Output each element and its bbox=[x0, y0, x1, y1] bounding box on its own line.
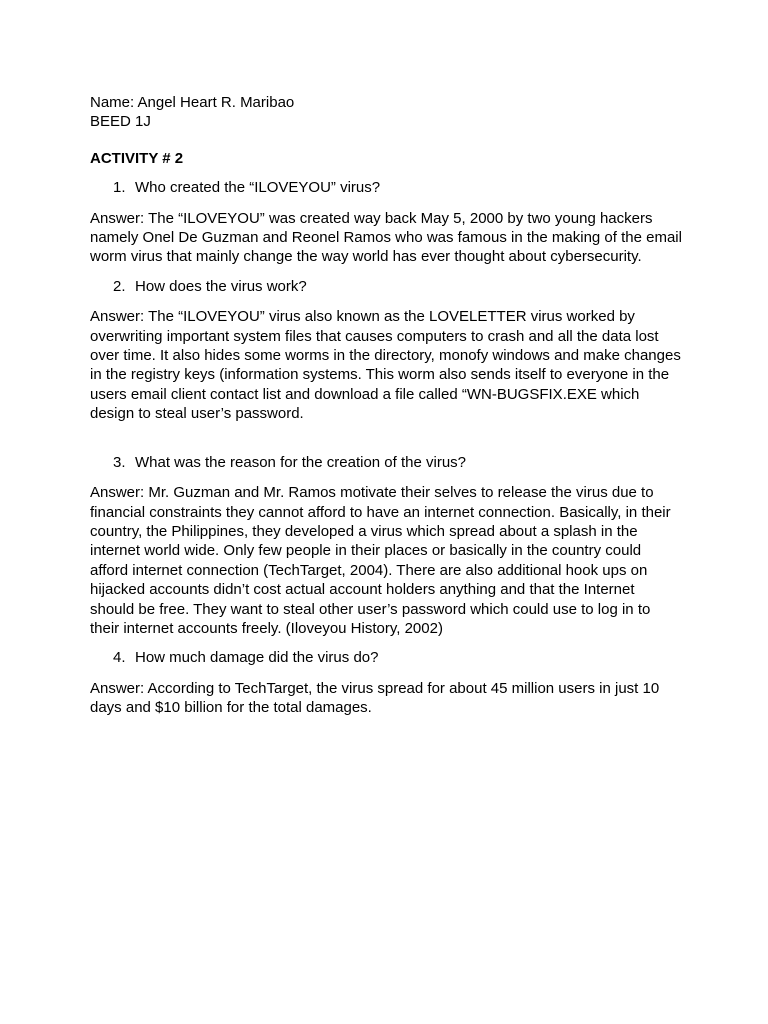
question-4 bbox=[90, 648, 682, 667]
answer-3: Answer: Mr. Guzman and Mr. Ramos motivate their selves to release the virus due to financial constraints they cannot afford to have an internet connection. Basically, in their country, the Philippines, they developed a virus which spread about a splash in the internet world wide. Only few people in their places or basically in the country could afford internet connection (TechTarget, 2004). There are also additional hook ups on hijacked accounts didn’t cost actual account holders anything and that the Internet should be free. They want to steal other user’s password which could use to log in to their internet accounts freely. (Iloveyou History, 2002) bbox=[90, 484, 671, 637]
document-page bbox=[90, 93, 682, 718]
answer-4: Answer: According to TechTarget, the virus spread for about 45 million users in just 10 days and $10 billion for the total damages. bbox=[90, 679, 660, 717]
question-text: How does the virus work? bbox=[135, 277, 307, 295]
question-text: Who created the “ILOVEYOU” virus? bbox=[135, 179, 381, 197]
question-number: 4. bbox=[113, 649, 126, 667]
question-number: 2. bbox=[113, 277, 126, 295]
student-section: BEED 1J bbox=[90, 113, 151, 131]
answer-2: Answer: The “ILOVEYOU” virus also known as the LOVELETTER virus worked by overwriting important system files that causes computers to crash and all the data lost over time. It also hides some worms in the directory, monofy windows and make changes in the registry keys (information systems. This worm also sends itself to everyone in the users email client contact list and download a file called “WN-BUGSFIX.EXE which design to steal user’s password. bbox=[90, 308, 681, 423]
question-text: How much damage did the virus do? bbox=[135, 649, 379, 667]
question-2 bbox=[90, 277, 682, 296]
question-number: 3. bbox=[113, 453, 126, 471]
question-number: 1. bbox=[113, 179, 126, 197]
activity-title: ACTIVITY # 2 bbox=[90, 149, 184, 167]
question-text: What was the reason for the creation of the virus? bbox=[135, 453, 467, 471]
answer-1: Answer: The “ILOVEYOU” was created way back May 5, 2000 by two young hackers namely Onel De Guzman and Reonel Ramos who was famous in the making of the email worm virus that mainly change the way world has ever thought about cybersecurity. bbox=[90, 209, 682, 266]
question-1 bbox=[90, 178, 682, 197]
question-3 bbox=[90, 453, 682, 472]
student-name: Name: Angel Heart R. Maribao bbox=[90, 94, 295, 111]
